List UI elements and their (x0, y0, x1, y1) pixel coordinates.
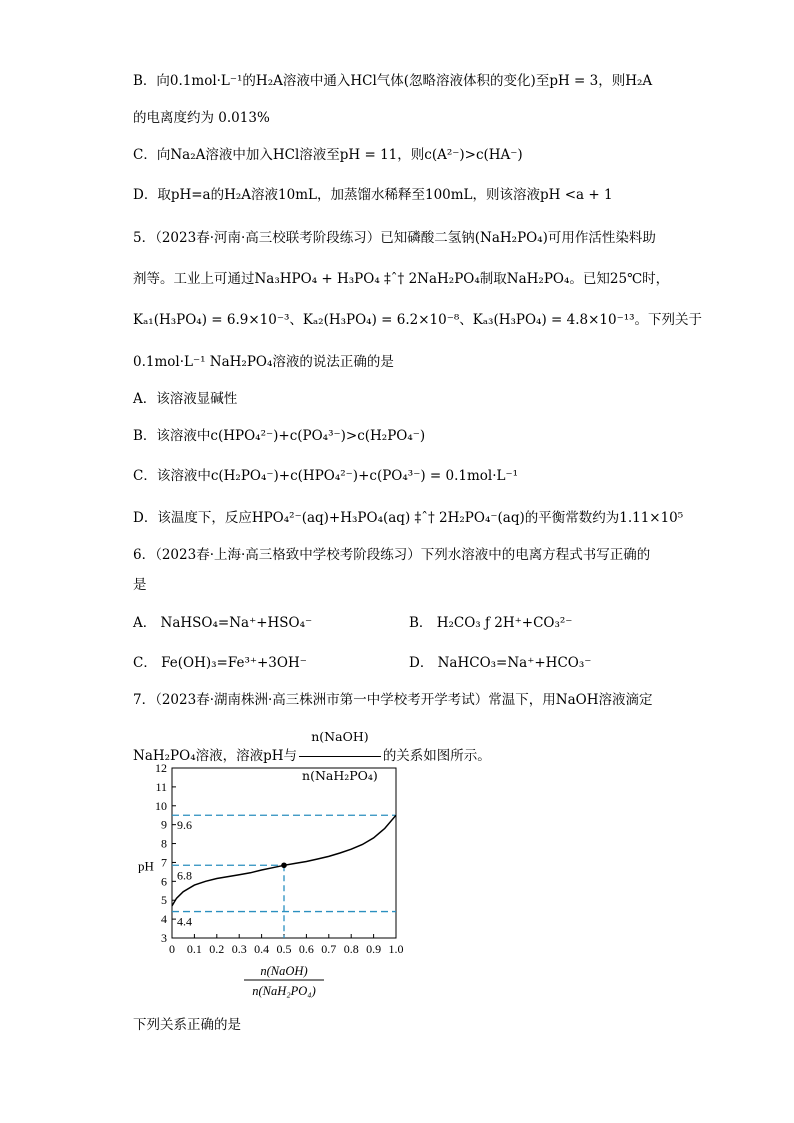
y-axis-label: pH (138, 858, 154, 874)
text-line: C．向Na₂A溶液中加入HCl溶液至pH = 11，则c(A²⁻)>c(HA⁻) (133, 147, 523, 163)
text-line: 0.1mol·L⁻¹ NaH₂PO₄溶液的说法正确的是 (133, 354, 394, 370)
x-tick-label: 0.2 (209, 942, 225, 956)
text-line: B．向0.1mol·L⁻¹的H₂A溶液中通入HCl气体(忽略溶液体积的变化)至pH = 3，则H₂A (133, 73, 653, 89)
text-line: 的电离度约为 0.013% (133, 110, 270, 126)
text-line: 剂等。工业上可通过Na₃HPO₄ + H₃PO₄ ‡ˆ† 2NaH₂PO₄制取NaH₂PO₄。已知25℃时， (133, 271, 670, 287)
y-tick-label: 7 (161, 855, 167, 870)
option-b: B． H₂CO₃ ƒ 2H⁺+CO₃²⁻ (409, 615, 573, 631)
x-tick-label: 0.3 (231, 942, 247, 956)
option-d: D．该温度下，反应HPO₄²⁻(aq)+H₃PO₄(aq) ‡ˆ† 2H₂PO₄⁻(aq)的平衡常数约为1.11×10⁵ (133, 510, 684, 526)
option-d: D． NaHCO₃=Na⁺+HCO₃⁻ (409, 655, 592, 671)
x-tick-label: 0.4 (254, 942, 270, 956)
y-tick-label: 4 (161, 912, 167, 927)
x-tick-label: 0.5 (276, 942, 292, 956)
x-tick-label: 0.7 (321, 942, 337, 956)
fraction-numerator: n(NaOH) (299, 718, 381, 757)
y-tick-label: 10 (155, 798, 167, 813)
text-line: 是 (133, 577, 147, 593)
text-segment: 的关系如图所示。 (382, 748, 491, 764)
y-tick-label: 11 (155, 779, 167, 794)
y-tick-label: 9 (161, 817, 167, 832)
option-c: C．该溶液中c(H₂PO₄⁻)+c(HPO₄²⁻)+c(PO₄³⁻) = 0.1mol·L⁻¹ (133, 468, 518, 484)
y-tick-label: 6 (161, 874, 167, 889)
text-line: D．取pH=a的H₂A溶液10mL，加蒸馏水稀释至100mL，则该溶液pH <a + 1 (133, 187, 613, 203)
plot-frame (172, 768, 396, 938)
x-tick-label: 0.9 (366, 942, 382, 956)
reference-label: 9.6 (177, 818, 192, 833)
x-tick-label: 0.1 (186, 942, 202, 956)
option-b: B．该溶液中c(HPO₄²⁻)+c(PO₄³⁻)>c(H₂PO₄⁻) (133, 428, 426, 444)
y-tick-label: 12 (155, 761, 167, 775)
text-line: 5．（2023春·河南·高三校联考阶段练习）已知磷酸二氢钠(NaH₂PO₄)可用作活性染料助 (133, 230, 656, 246)
text-line: 6．（2023春·上海·高三格致中学校考阶段练习）下列水溶液中的电离方程式书写正确的 (133, 547, 651, 563)
x-axis-label-denominator: n(NaH₂PO₄) (252, 984, 316, 998)
ph-curve-line (172, 815, 396, 906)
fraction-denominator: n(NaH₂PO₄) (302, 768, 378, 783)
x-tick-label: 1.0 (388, 942, 404, 956)
y-tick-label: 8 (161, 836, 167, 851)
reference-label: 6.8 (177, 868, 192, 883)
half-neutralization-point (281, 862, 287, 868)
option-c: C． Fe(OH)₃=Fe³⁺+3OH⁻ (133, 655, 307, 671)
text-line: Kₐ₁(H₃PO₄) = 6.9×10⁻³、Kₐ₂(H₃PO₄) = 6.2×10⁻⁸、Kₐ₃(H₃PO₄) = 4.8×10⁻¹³。下列关于 (133, 312, 703, 328)
text-segment: NaH₂PO₄溶液，溶液pH与 (133, 748, 298, 764)
x-tick-label: 0.6 (298, 942, 314, 956)
y-tick-label: 3 (161, 931, 167, 945)
text-line: 下列关系正确的是 (133, 1017, 241, 1033)
x-tick-label: 0 (169, 942, 175, 956)
option-a: A． NaHSO₄=Na⁺+HSO₄⁻ (133, 615, 313, 631)
ph-titration-chart (130, 760, 420, 1000)
option-a: A．该溶液显碱性 (133, 391, 238, 407)
text-line: 7．（2023春·湖南株洲·高三株洲市第一中学校考开学考试）常温下，用NaOH溶液滴定 (133, 692, 653, 708)
x-axis-label-numerator: n(NaOH) (260, 964, 308, 978)
reference-label: 4.4 (177, 914, 192, 929)
y-tick-label: 5 (161, 893, 167, 908)
x-tick-label: 0.8 (343, 942, 359, 956)
